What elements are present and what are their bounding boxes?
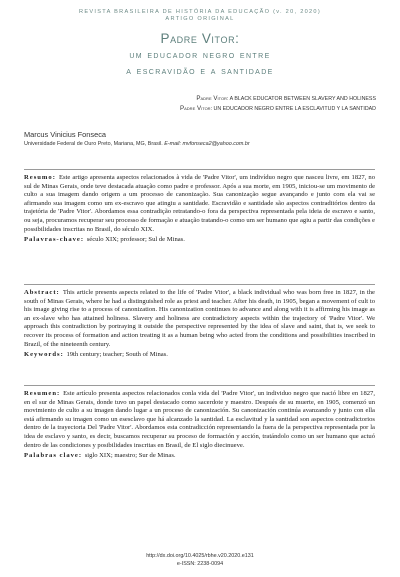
- abstract-pt-body: Este artigo apresenta aspectos relacionados à vida de 'Padre Vitor', um indivíduo negro que nasceu livre, em 1827, no sul de Minas Gerais, onde teve destacada atuação como padre e professor. Após a sua morte, em 1905, iniciou-se um movimento de culto a sua imagem dando origem a um processo de canonização. Sua canonização segue avançando e junto com ela vai se afirmando sua imagem como um ex-escravo que atingiu a santidade. Escravidão e santidade são aspectos contraditórios dentro da trajetória de 'Padre Vitor'. Abordamos essa contradição retratando-o fora da perspectiva representada pela ideia de escravo e santo, ou seja, procuramos recuperar seu processo de formação e atuação tratando-o como um ser humano que agiu a partir das condições e possibilidades inscritas no Brasil, do século XIX.: [24, 174, 375, 233]
- abstract-pt-label: Resumo: [24, 174, 53, 181]
- abstract-english: [24, 284, 375, 360]
- author-affiliation: [24, 140, 384, 148]
- article-title: [0, 30, 400, 79]
- email-label: E-mail:: [164, 141, 181, 147]
- abstract-pt-text: Resumo: Este artigo apresenta aspectos relacionados à vida de 'Padre Vitor', um indivíduo negro que nasceu livre, em 1827, no sul de Minas Gerais, onde teve destacada atuação como padre e professor. Após a sua morte, em 1905, iniciou-se um movimento de culto a sua imagem dando origem a um processo de canonização. Sua canonização segue avançando e junto com ela vai se afirmando sua imagem como um ex-escravo que atingiu a santidade. Escravidão e santidade são aspectos contraditórios dentro da trajetória de 'Padre Vitor'. Abordamos essa contradição retratando-o fora da perspectiva representada pela ideia de escravo e santo, ou seja, procuramos recuperar seu processo de formação e atuação tratando-o como um ser humano que agiu a partir das condições e possibilidades inscritas no Brasil, do século XIX.: [24, 174, 375, 233]
- abstract-es-body: Este artículo presenta aspectos relacionados conla vida del 'Padre Vitor', un individuo negro que nació libre en 1827, en el sur de Minas Gerais, donde tuvo un papel destacado como sacerdote y maestro. Después de su muerte, en 1905, comenzó un movimiento de culto a su imagen dando lugar a un proceso de canonización. Su canonización continúa avanzando y junto con ella está afirmando su imagen como un esesclavo que há alcanzado la santidad. La esclavitud y la santidad son aspectos contradictorios dentro de la trayectoria Del 'Padre Vitor'. Abordamos esta contradicción representando la fuera de la perspectiva representada por la idea de esclavo y santo, es decir, buscamos recuperar su proceso de formación y acción, tratándolo como un ser humano que actuó dentro de las condiciones y posibilidades inscritas en Brasil, de El siglo diecinueve.: [24, 390, 375, 449]
- issn: e-ISSN: 2238-0094: [176, 560, 224, 567]
- abstract-es-text: Resumen: Este artículo presenta aspectos relacionados conla vida del 'Padre Vitor', un individuo negro que nació libre en 1827, en el sur de Minas Gerais, donde tuvo un papel destacado como sacerdote y maestro. Después de su muerte, en 1905, comenzó un movimiento de culto a su imagen dando lugar a un proceso de canonización. Su canonización continúa avanzando y junto con ella está afirmando su imagen como un esesclavo que há alcanzado la santidad. La esclavitud y la santidad son aspectos contradictorios dentro de la trayectoria Del 'Padre Vitor'. Abordamos esta contradicción representando la fuera de la perspectiva representada por la idea de esclavo y santo, es decir, buscamos recuperar su proceso de formación y acción, tratándolo como un ser humano que actuó dentro de las condiciones y posibilidades inscritas en Brasil, de El siglo diecinueve.: [24, 390, 375, 449]
- title-line-3: a escravidão e a santidade: [126, 65, 274, 77]
- author-name: Marcus Vinicius Fonseca: [24, 130, 107, 139]
- title-line-1: Padre Vitor:: [160, 31, 240, 46]
- keywords-pt-label: Palavras-chave: [24, 236, 81, 244]
- english-title-rest: : A BLACK EDUCATOR BETWEEN SLAVERY AND HOLINESS: [226, 96, 376, 102]
- abstract-en-body: This article presents aspects related to the life of 'Padre Vitor', a black individual who was born free in 1827, in the south of Minas Gerais, where he had a distinguished role as priest and teacher. After his death, in 1905, began a movement of cult to his image giving rise to a process of canonization. His canonization continues to advance and along with it is affirming his image as an ex-slave who has attained holiness. Slavery and holiness are contradictory aspects within the trajectory of 'Padre Vitor'. We approach this contradiction by portraying it outside the perspective represented by the idea of slave and saint, that is, we seek to recover its process of formation and action treating it as a human being who acted from the conditions and possibilities inscribed in Brazil, of the nineteenth century.: [24, 289, 375, 348]
- spanish-title-rest: : UN EDUCADOR NEGRO ENTRE LA ESCLAVITUD Y LA SANTIDAD: [210, 106, 376, 112]
- doi-link[interactable]: http://dx.doi.org/10.4025/rbhe.v20.2020.e131: [146, 553, 254, 559]
- title-line-2: um educador negro entre: [129, 49, 271, 61]
- author-email[interactable]: mvfonseca2@yahoo.com.br: [182, 141, 250, 147]
- journal-header: [0, 9, 400, 23]
- keywords-pt-values: século XIX; professor; Sul de Minas.: [86, 236, 185, 244]
- abstract-en-label: Abstract: [24, 289, 57, 296]
- journal-name: REVISTA BRASILEIRA DE HISTÓRIA DA EDUCAÇÃO (v. 20, 2020): [78, 9, 321, 15]
- alternate-titles: [180, 94, 376, 114]
- abstract-spanish: [24, 385, 375, 461]
- article-section: ARTIGO ORIGINAL: [165, 16, 235, 22]
- english-title: [180, 94, 376, 104]
- keywords-es-label: Palabras clave: [24, 452, 79, 460]
- abstract-portuguese: [24, 169, 375, 245]
- spanish-title: [180, 104, 376, 114]
- spanish-title-name: Padre Vitor: [180, 105, 211, 112]
- page-footer: [0, 553, 400, 568]
- keywords-es-values: siglo XIX; maestro; Sur de Minas.: [84, 452, 176, 460]
- keywords-pt: Palavras-chave: século XIX; professor; Sul de Minas.: [24, 236, 185, 244]
- keywords-en-values: 19th century; teacher; South of Minas.: [66, 351, 168, 359]
- keywords-en-label: Keywords: [24, 351, 61, 359]
- english-title-name: Padre Vitor: [196, 95, 227, 102]
- affiliation-text: Universidade Federal de Ouro Preto, Mariana, MG, Brasil.: [24, 141, 163, 147]
- abstract-es-label: Resumen: [24, 390, 58, 397]
- keywords-en: Keywords: 19th century; teacher; South of Minas.: [24, 351, 168, 359]
- keywords-es: Palabras clave: siglo XIX; maestro; Sur de Minas.: [24, 452, 176, 460]
- author-block: [24, 130, 384, 148]
- abstract-en-text: Abstract: This article presents aspects related to the life of 'Padre Vitor', a black individual who was born free in 1827, in the south of Minas Gerais, where he had a distinguished role as priest and teacher. After his death, in 1905, began a movement of cult to his image giving rise to a process of canonization. His canonization continues to advance and along with it is affirming his image as an ex-slave who has attained holiness. Slavery and holiness are contradictory aspects within the trajectory of 'Padre Vitor'. We approach this contradiction by portraying it outside the perspective represented by the idea of slave and saint, that is, we seek to recover its process of formation and action treating it as a human being who acted from the conditions and possibilities inscribed in Brazil, of the nineteenth century.: [24, 289, 375, 348]
